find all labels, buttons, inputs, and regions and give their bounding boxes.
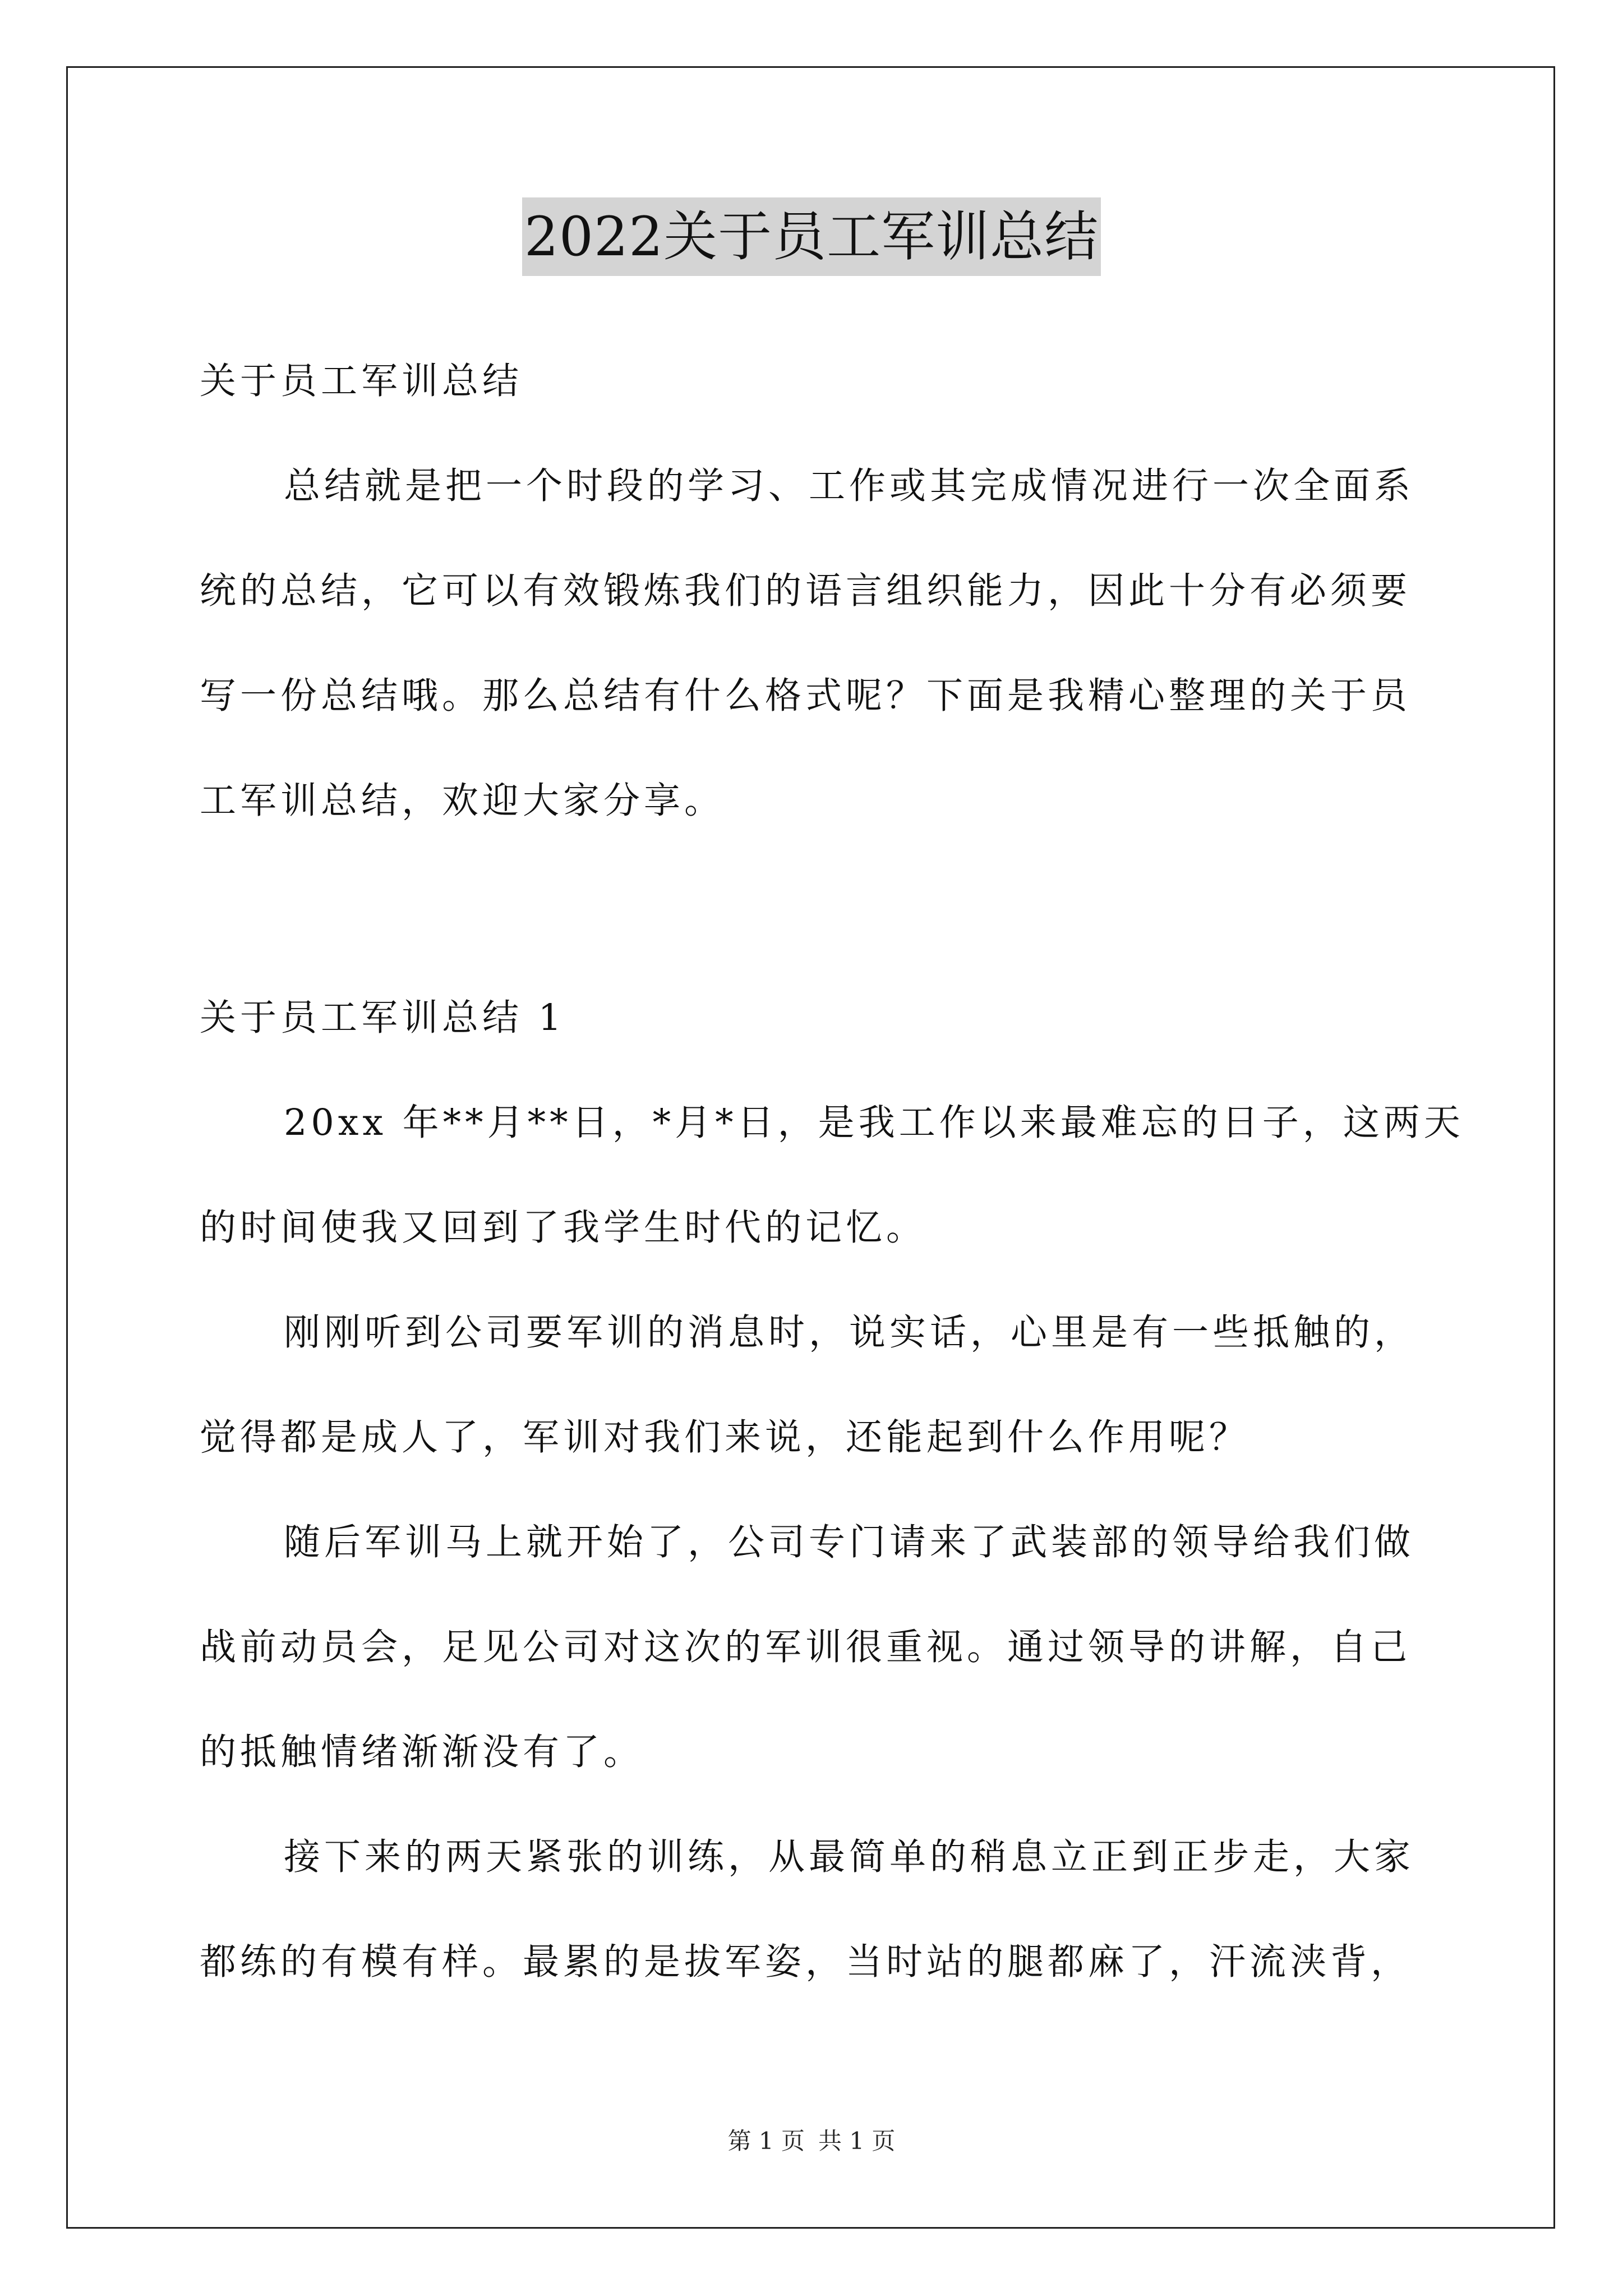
intro-line-2: 统的总结，它可以有效锻炼我们的语言组织能力，因此十分有必须要 [200,570,1412,612]
intro-line-4: 工军训总结，欢迎大家分享。 [200,780,725,822]
page-number-current: 第 1 页 [727,2127,805,2155]
section-1-line-7: 的抵触情绪渐渐没有了。 [200,1731,644,1773]
section-1-line-9: 都练的有模有样。最累的是拔军姿，当时站的腿都麻了，汗流浃背， [200,1941,1412,1983]
section-1-line-1: 20xx 年**月**日，*月*日，是我工作以来最难忘的日子，这两天 [284,1102,1464,1144]
document-title: 2022关于员工军训总结 [522,197,1101,276]
page-number-total: 共 1 页 [818,2127,896,2155]
intro-line-1: 总结就是把一个时段的学习、工作或其完成情况进行一次全面系 [284,465,1415,507]
section-1-line-3: 刚刚听到公司要军训的消息时，说实话，心里是有一些抵触的， [284,1312,1415,1354]
section-1-line-2: 的时间使我又回到了我学生时代的记忆。 [200,1207,927,1249]
section-1-line-8: 接下来的两天紧张的训练，从最简单的稍息立正到正步走，大家 [284,1836,1415,1878]
section-1-line-4: 觉得都是成人了，军训对我们来说，还能起到什么作用呢？ [200,1416,1250,1458]
section-1-heading: 关于员工军训总结 1 [200,997,566,1039]
title-wrapper [0,197,1623,276]
section-1-line-6: 战前动员会，足见公司对这次的军训很重视。通过领导的讲解，自己 [200,1626,1412,1668]
subtitle: 关于员工军训总结 [200,360,523,402]
page-footer [0,2127,1623,2155]
section-1-line-5: 随后军训马上就开始了，公司专门请来了武装部的领导给我们做 [284,1521,1415,1563]
intro-line-3: 写一份总结哦。那么总结有什么格式呢？下面是我精心整理的关于员 [200,675,1412,717]
